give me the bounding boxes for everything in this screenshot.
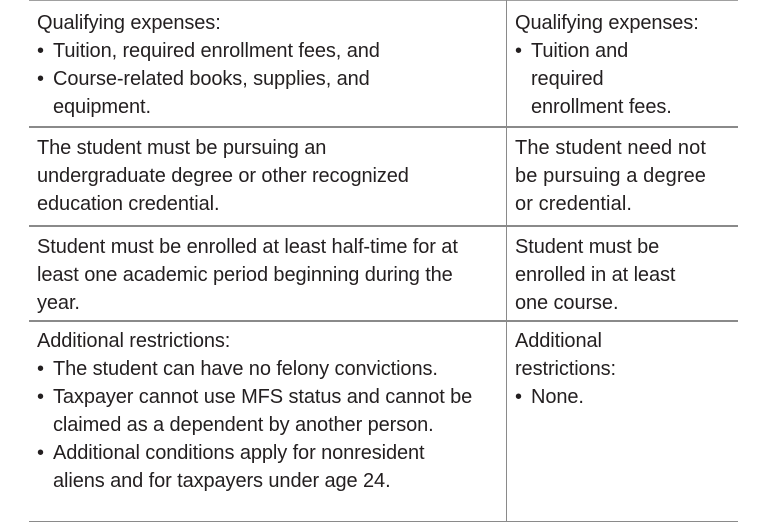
bullet-list xyxy=(515,383,738,411)
cell-heading: Qualifying expenses: xyxy=(515,12,699,34)
bullet-list xyxy=(37,355,506,495)
bullet-item: • Tuition, required enrollment fees, and xyxy=(37,37,506,65)
cell-heading: Qualifying expenses: xyxy=(37,12,221,34)
table-cell xyxy=(29,127,507,226)
table-row xyxy=(29,226,738,321)
bullet-list xyxy=(515,37,738,121)
bullet-item: • Taxpayer cannot use MFS status and cannot be claimed as a dependent by another person. xyxy=(37,383,483,439)
bullet-list xyxy=(37,37,506,121)
bullet-item: • Course-related books, supplies, and equipment. xyxy=(37,65,423,121)
table-cell xyxy=(29,321,507,522)
table-row xyxy=(29,321,738,522)
cell-text: The student need not be pursuing a degree or credential. xyxy=(515,137,707,215)
bullet-item: • Additional conditions apply for nonresident aliens and for taxpayers under age 24. xyxy=(37,439,473,495)
cell-heading: Additional restrictions: xyxy=(37,330,231,352)
cell-heading: Additional restrictions: xyxy=(515,330,616,380)
cell-text: Student must be enrolled at least half-time for at least one academic period beginning during the year. xyxy=(37,236,458,314)
table-cell xyxy=(507,127,739,226)
table-row xyxy=(29,1,738,128)
table-cell xyxy=(29,226,507,321)
bullet-item: • None. xyxy=(515,383,738,411)
table-cell xyxy=(29,1,507,128)
table-cell xyxy=(507,321,739,522)
cell-text: Student must be enrolled in at least one course. xyxy=(515,236,676,314)
table-row xyxy=(29,127,738,226)
table-cell xyxy=(507,1,739,128)
cell-text: The student must be pursuing an undergraduate degree or other recognized education credential. xyxy=(37,137,409,215)
table-cell xyxy=(507,226,739,321)
bullet-item: • The student can have no felony convictions. xyxy=(37,355,506,383)
bullet-item: • Tuition and required enrollment fees. xyxy=(515,37,681,121)
comparison-table xyxy=(29,0,738,522)
